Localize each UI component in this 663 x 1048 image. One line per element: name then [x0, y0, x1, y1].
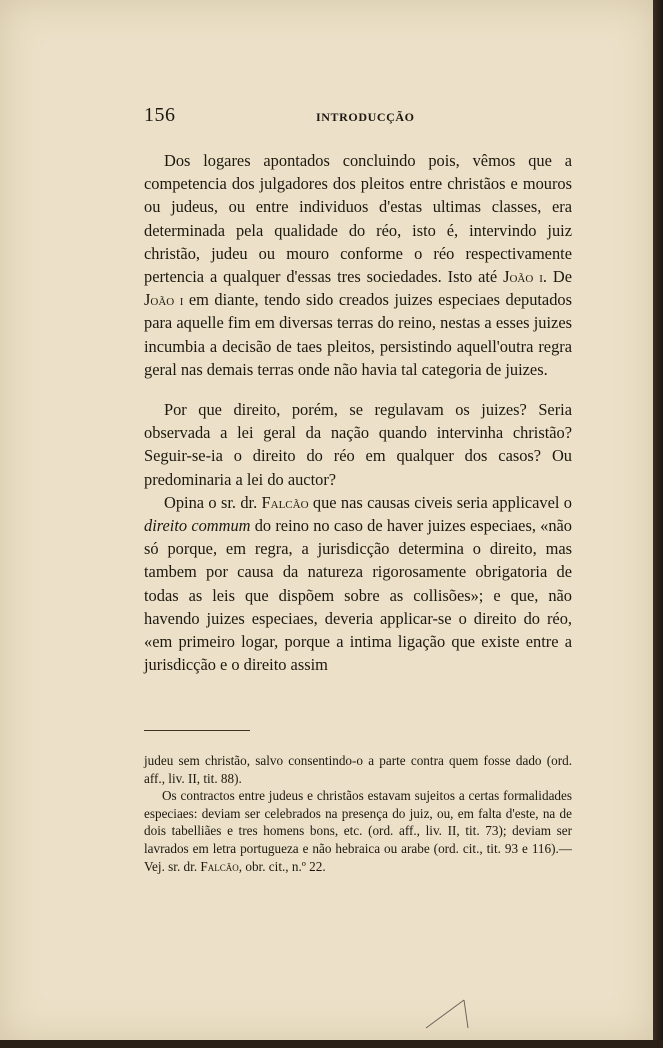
footnote-name-falcao: Falcão	[200, 858, 239, 874]
paragraph-1-text-a: Dos logares apontados concluindo pois, vêmos que a competencia dos julgadores dos pleitos entre christãos e mouros ou judeus, ou entre individuos d'estas ultimas classes, era determinada pela qualidade do réo, isto é, intervindo juiz christão, judeu ou mouro conforme o réo respectivamente pertencia a qualquer d'essas tres sociedades. Isto até	[144, 151, 572, 287]
footnote-rule	[144, 730, 250, 731]
paragraph-3-text-b: que nas causas civeis seria applicavel o	[308, 492, 572, 512]
italic-direito-commum: direito commum	[144, 516, 251, 536]
main-text	[144, 149, 572, 676]
footnotes	[144, 752, 572, 875]
paragraph-3	[144, 491, 572, 677]
footnote-1: judeu sem christão, salvo consentindo-o a parte contra quem fosse dado (ord. aff., liv. II, tit. 88).	[144, 753, 572, 786]
paragraph-3-text-a: Opina o sr. dr.	[164, 492, 262, 512]
running-title: INTRODUCÇÃO	[316, 110, 415, 124]
page-edge	[653, 0, 663, 1048]
paragraph-1	[144, 149, 572, 381]
footnote-2	[144, 787, 572, 875]
name-falcao: Falcão	[261, 492, 309, 512]
page-header	[144, 104, 572, 130]
paragraph-3-text-c: do reino no caso de haver juizes especiaes, «não só porque, em regra, a jurisdicção determina o direito, mas tambem por causa da natureza rigorosamente obrigatoria de todas as leis que dispõem sobre as collisões»; e que, não havendo juizes especiaes, deveria applicar-se o direito do réo, «em primeiro logar, porque a intima ligação que existe entre a jurisdicção e o direito assim	[144, 516, 572, 675]
page-number: 156	[144, 104, 176, 126]
footnote-2-text-b: , obr. cit., n.º 22.	[238, 858, 326, 874]
footnote-2-text-a: Os contractos entre judeus e christãos estavam sujeitos a certas formalidades especiaes: deviam ser celebrados na presença do juiz, ou, em falta d'este, na de dois tabelliães e tres homens bons, etc. (ord. aff., liv. II, tit. 73); deviam ser lavrados em letra portugueza e não hebraica ou arabe (ord. cit., tit. 93 e 116).—Vej. sr. dr.	[144, 788, 572, 874]
paragraph-1-text-c: em diante, tendo sido creados juizes especiaes deputados para aquelle fim em diversas terras do reino, nestas a esses juizes incumbia a decisão de taes pleitos, persistindo aquell'outra regra geral nas demais terras onde não havia tal categoria de juizes.	[144, 290, 572, 379]
page-edge-bottom	[0, 1040, 663, 1048]
paragraph-2: Por que direito, porém, se regulavam os juizes? Seria observada a lei geral da nação quando intervinha christão? Seguir-se-ia o direito do réo em qualquer dos casos? Ou predominaria a lei do auctor?	[144, 400, 572, 489]
name-joao-i-second: João i	[144, 290, 184, 310]
paragraph-1-text-b: . De	[542, 267, 572, 287]
name-joao-i: João i	[503, 267, 543, 287]
pencil-mark-icon	[424, 992, 472, 1032]
